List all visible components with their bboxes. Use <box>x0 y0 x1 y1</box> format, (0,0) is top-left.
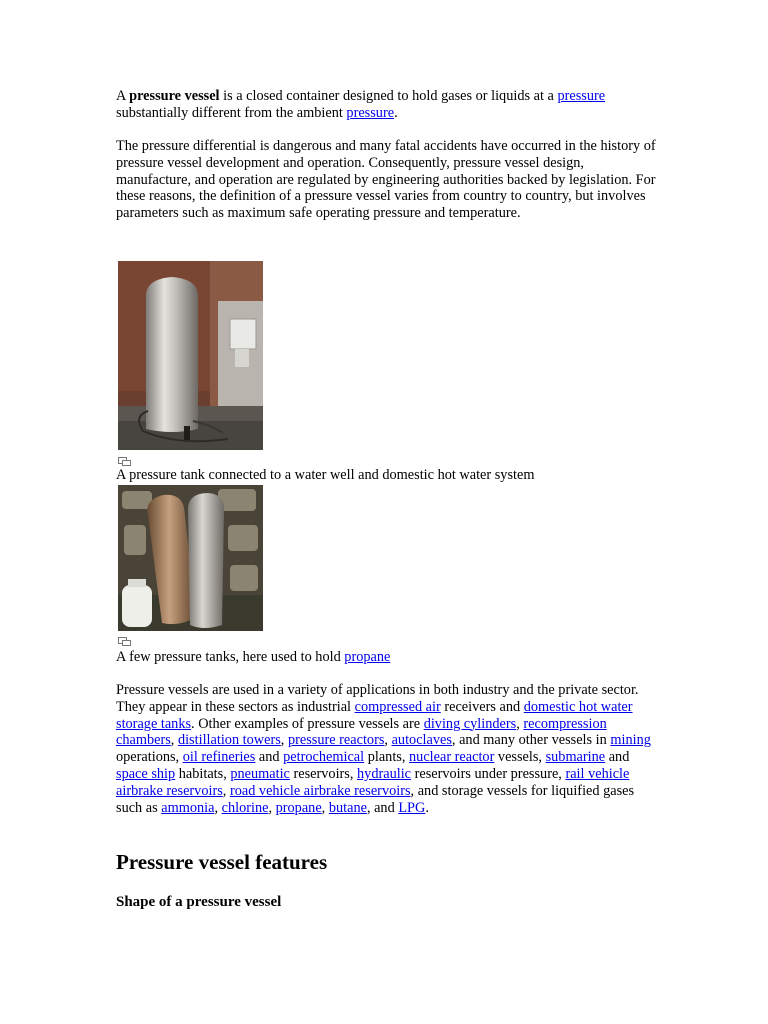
intro-paragraph <box>116 88 656 122</box>
text-run: , <box>384 732 392 749</box>
text-run: operations, <box>116 749 183 766</box>
photo-propane-tanks <box>118 485 263 631</box>
link-pneumatic[interactable]: pneumatic <box>230 765 290 782</box>
link-domestic-hot-water-storage-tanks[interactable]: domestic hot water storage tanks <box>116 698 633 732</box>
text-run: , <box>516 715 524 732</box>
intro-term: pressure vessel <box>129 88 220 104</box>
link-ammonia[interactable]: ammonia <box>161 799 215 816</box>
text-run: , and storage vessels for liquified gases such as <box>116 782 635 816</box>
subsection-heading: Shape of a pressure vessel <box>116 894 282 910</box>
link-recompression-chambers[interactable]: recompression chambers <box>116 715 607 749</box>
text-run: . <box>425 799 429 816</box>
text-run: and <box>255 749 284 766</box>
text-run: Pressure vessels are used in a variety of applications in both industry and the private sector. They appear in these sectors as industrial <box>116 682 639 715</box>
text-run: , and many other vessels in <box>451 732 611 749</box>
link-submarine[interactable]: submarine <box>545 749 606 766</box>
text-run: . Other examples of pressure vessels are <box>191 715 424 732</box>
link-compressed-air[interactable]: compressed air <box>354 698 441 715</box>
photo-pressure-tank <box>118 261 263 450</box>
link-oil-refineries[interactable]: oil refineries <box>182 749 256 766</box>
text-run: , <box>214 799 222 816</box>
paragraph-differential: The pressure differential is dangerous and many fatal accidents have occurred in the history of pressure vessel development and operation. Consequently, pressure vessel design, manufacture, and operation are regulated by engineering authorities backed by legislation. For these reasons, the definition of a pressure vessel varies from country to country, but involves parameters such as maximum safe operating pressure and temperature. <box>116 138 656 222</box>
link-pressure-ambient[interactable]: pressure <box>346 104 395 121</box>
text-run: plants, <box>364 749 410 766</box>
intro-text: is a closed container designed to hold gases or liquids at a <box>219 88 558 104</box>
link-butane[interactable]: butane <box>328 799 367 816</box>
expand-icon[interactable] <box>118 457 131 466</box>
link-pressure-reactors[interactable]: pressure reactors <box>287 732 385 749</box>
link-space-ship[interactable]: space ship <box>116 765 176 782</box>
expand-icon[interactable] <box>118 637 131 646</box>
text-run: reservoirs under pressure, <box>411 765 566 782</box>
text-run: , and <box>366 799 399 816</box>
text-run: , <box>170 732 178 749</box>
link-lpg[interactable]: LPG <box>398 799 426 816</box>
text-run: , <box>268 799 276 816</box>
intro-text: A <box>116 88 130 104</box>
text-run: , <box>321 799 329 816</box>
text-run: receivers and <box>440 698 524 715</box>
link-propane[interactable]: propane <box>344 649 391 665</box>
link-hydraulic[interactable]: hydraulic <box>357 765 412 782</box>
text-run: , <box>222 782 230 799</box>
caption-text: A few pressure tanks, here used to hold <box>116 649 345 665</box>
link-petrochemical[interactable]: petrochemical <box>283 749 365 766</box>
link-rail-vehicle-airbrake-reservoirs[interactable]: rail vehicle airbrake reservoirs <box>116 765 630 799</box>
section-heading: Pressure vessel features <box>116 850 328 874</box>
intro-text: substantially different from the ambient <box>116 104 347 121</box>
link-mining[interactable]: mining <box>610 732 651 749</box>
text-run: reservoirs, <box>289 765 358 782</box>
link-road-vehicle-airbrake-reservoirs[interactable]: road vehicle airbrake reservoirs <box>229 782 411 799</box>
text-run: and <box>605 749 630 766</box>
link-distillation-towers[interactable]: distillation towers <box>177 732 281 749</box>
link-chlorine[interactable]: chlorine <box>221 799 269 816</box>
caption-pressure-tank: A pressure tank connected to a water well and domestic hot water system <box>116 467 535 483</box>
intro-text: . <box>394 104 398 121</box>
text-run: , <box>280 732 288 749</box>
link-propane-2[interactable]: propane <box>275 799 322 816</box>
link-diving-cylinders[interactable]: diving cylinders <box>423 715 517 732</box>
link-nuclear-reactor[interactable]: nuclear reactor <box>409 749 495 766</box>
link-pressure[interactable]: pressure <box>557 88 606 104</box>
paragraph-applications <box>116 682 656 816</box>
text-run: vessels, <box>494 749 546 766</box>
text-run: habitats, <box>175 765 231 782</box>
link-autoclaves[interactable]: autoclaves <box>391 732 452 749</box>
caption-propane-tanks <box>116 649 390 666</box>
